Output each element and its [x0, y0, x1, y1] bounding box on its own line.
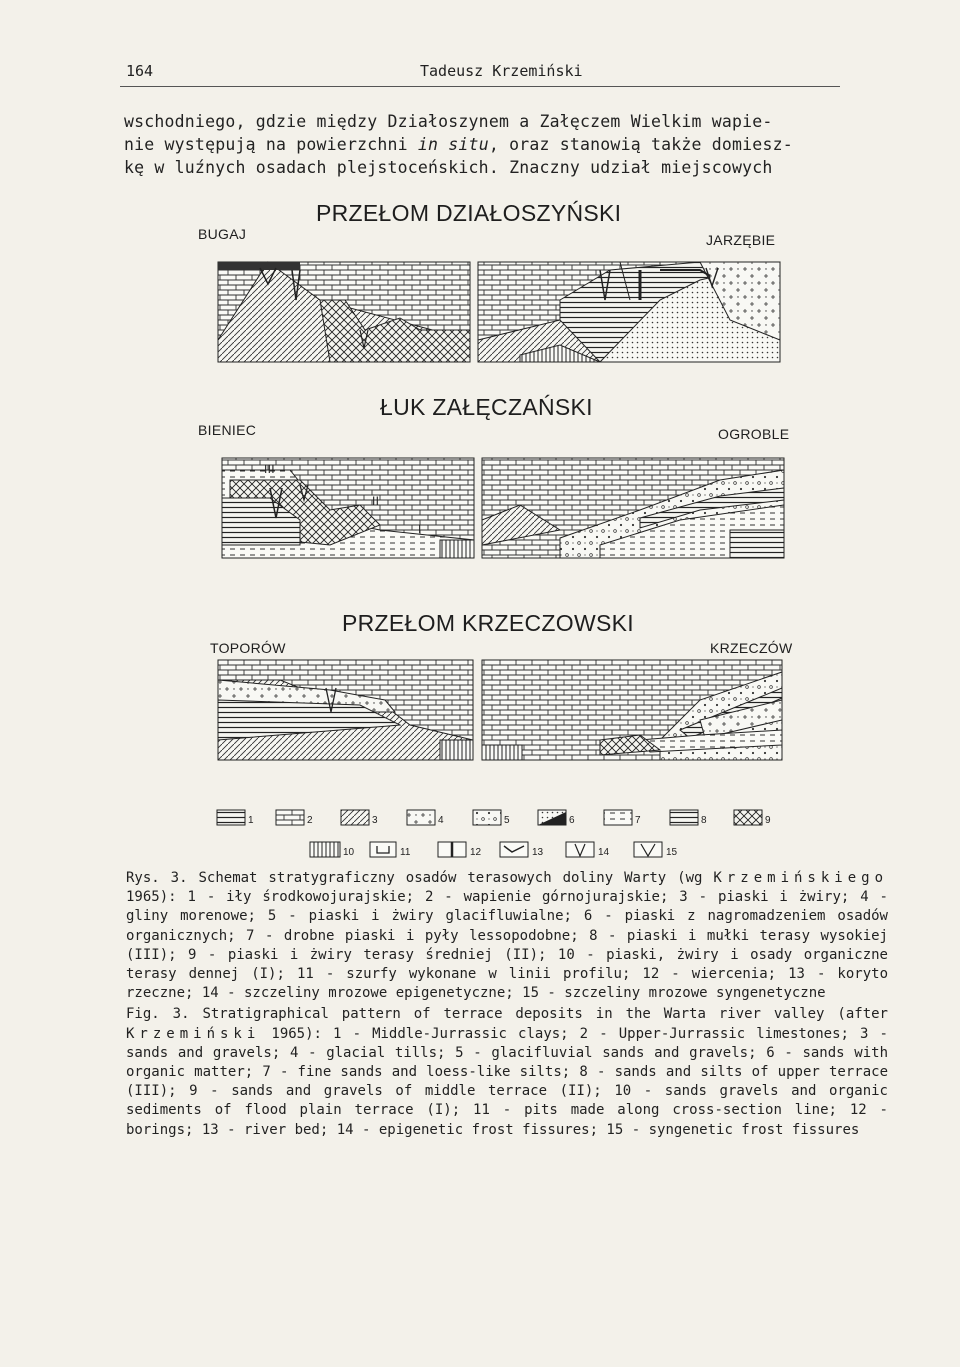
legend-swatch-4 — [407, 810, 435, 825]
terrace-label-i: I — [418, 522, 422, 536]
legend-num-14: 14 — [598, 847, 610, 858]
legend-swatch-13 — [500, 842, 528, 857]
legend-num-6: 6 — [569, 815, 575, 826]
legend-swatch-5 — [473, 810, 501, 825]
panel-luk-zaleczanski — [222, 458, 784, 558]
caption-pl-items: 1 - iły środkowojurajskie; 2 - wapienie górnojurajskie; 3 - piaski i żwiry; 4 - gliny morenowe; 5 - piaski i żwiry glacifluwialne; 6 - piaski z nagromadzeniem osadów organicznych; 7 - drobne piaski i pyły lessopodobne; 8 - piaski i mułki terasy wysokiej (III); 9 - piaski i żwiry terasy średniej (II); 10 - piaski, żwiry i osady organiczne terasy dennej (I); 11 - szurfy wykonane w linii profilu; 12 - wiercenia; 13 - koryto rzeczne; 14 - szczeliny mrozowe epigenetyczne; 15 - szczeliny mrozowe syngenetyczne — [126, 889, 888, 1002]
intro-italic: in situ — [417, 135, 489, 154]
legend-num-7: 7 — [635, 815, 641, 826]
legend-swatch-15 — [634, 842, 662, 857]
legend-swatch-1 — [217, 810, 245, 825]
intro-line-2: nie występują na powierzchni in situ, oraz stanowią także domiesz- — [124, 135, 793, 154]
legend-num-2: 2 — [307, 815, 313, 826]
terrace-label-ii: II — [372, 494, 380, 508]
panel-3-title: PRZEŁOM KRZECZOWSKI — [342, 610, 634, 636]
panel-przelom-dzialoszynski — [218, 262, 780, 362]
caption-pl-label: Rys. 3. — [126, 870, 188, 886]
panel-3-right-label: KRZECZÓW — [710, 640, 793, 656]
panel-2-title: ŁUK ZAŁĘCZAŃSKI — [380, 394, 593, 420]
legend-swatch-2 — [276, 810, 304, 825]
legend-swatch-11 — [370, 842, 396, 857]
caption-en-items: 1 - Middle-Jurrassic clays; 2 - Upper-Jurrassic limestones; 3 - sands and gravels; 4 - glacial tills; 5 - glacifluvial sands and gravels; 6 - sands with organic matter; 7 - fine sands and loess-like silts; 8 - sands and silts of upper terrace (III); 9 - sands and gravels of middle terrace (II); 10 - sands gravels and organic sediments of flood plain terrace (I); 11 - pits made along cross-section line; 12 - borings; 13 - river bed; 14 - epigenetic frost fissures; 15 - syngenetic frost fissures — [126, 1025, 888, 1138]
caption-polish: Rys. 3. Schemat stratygraficzny osadów terasowych doliny Warty (wg Krzemińskiego 1965): 1 - iły środkowojurajskie; 2 - wapienie górnojurajskie; 3 - piaski i żwiry; 4 - gliny morenowe; 5 - piaski i żwiry glacifluwialne; 6 - piaski z nagromadzeniem osadów organicznych; 7 - drobne piaski i pyły lessopodobne; 8 - piaski i mułki terasy wysokiej (III); 9 - piaski i żwiry terasy średniej (II); 10 - piaski, żwiry i osady organiczne terasy dennej (I); 11 - szurfy wykonane w linii profilu; 12 - wiercenia; 13 - koryto rzeczne; 14 - szczeliny mrozowe epigenetyczne; 15 - szczeliny mrozowe syngenetyczne — [126, 870, 888, 1002]
legend — [217, 810, 762, 857]
legend-num-1: 1 — [248, 815, 254, 826]
legend-swatch-7 — [604, 810, 632, 825]
running-head-author: Tadeusz Krzemiński — [420, 62, 583, 80]
figure-caption — [126, 869, 888, 1142]
caption-english: Fig. 3. Stratigraphical pattern of terrace deposits in the Warta river valley (after Krzemiński 1965): 1 - Middle-Jurrassic clays; 2 - Upper-Jurrassic limestones; 3 - sands and gravels; 4 - glacial tills; 5 - glacifluvial sands and gravels; 6 - sands with organic matter; 7 - fine sands and loess-like silts; 8 - sands and silts of upper terrace (III); 9 - sands and gravels of middle terrace (II); 10 - sands gravels and organic sediments of flood plain terrace (I); 11 - pits made along cross-section line; 12 - borings; 13 - river bed; 14 - epigenetic frost fissures; 15 - syngenetic frost fissures — [126, 1006, 888, 1138]
panel-przelom-krzeczowski — [218, 660, 782, 760]
legend-num-5: 5 — [504, 815, 510, 826]
caption-en-author: Krzemiński — [126, 1025, 261, 1042]
legend-swatch-10 — [310, 842, 340, 857]
page-number: 164 — [126, 62, 154, 80]
panel-1-left-label: BUGAJ — [198, 226, 247, 242]
legend-num-12: 12 — [470, 847, 482, 858]
legend-num-15: 15 — [666, 847, 678, 858]
legend-swatch-3 — [341, 810, 369, 825]
legend-num-3: 3 — [372, 815, 378, 826]
legend-num-9: 9 — [765, 815, 771, 826]
panel-1-right-label: JARZĘBIE — [706, 232, 776, 248]
legend-num-4: 4 — [438, 815, 444, 826]
intro-line-3: kę w luźnych osadach plejstoceńskich. Znaczny udział miejscowych — [124, 158, 773, 177]
legend-num-13: 13 — [532, 847, 544, 858]
intro-line-1: wschodniego, gdzie między Działoszynem a Załęczem Wielkim wapie- — [124, 112, 773, 131]
caption-en-label: Fig. 3. — [126, 1006, 190, 1023]
panel-2-left-label: BIENIEC — [198, 422, 257, 438]
legend-num-10: 10 — [343, 847, 355, 858]
caption-pl-author: Krzemińskiego — [713, 870, 888, 886]
panel-1-title: PRZEŁOM DZIAŁOSZYŃSKI — [316, 200, 622, 226]
legend-num-11: 11 — [400, 847, 411, 858]
legend-swatch-9 — [734, 810, 762, 825]
legend-swatch-8 — [670, 810, 698, 825]
legend-num-8: 8 — [701, 815, 707, 826]
panel-2-right-label: OGROBLE — [718, 426, 790, 442]
terrace-label-iii: III — [264, 462, 275, 476]
panel-3-left-label: TOPORÓW — [210, 640, 286, 656]
